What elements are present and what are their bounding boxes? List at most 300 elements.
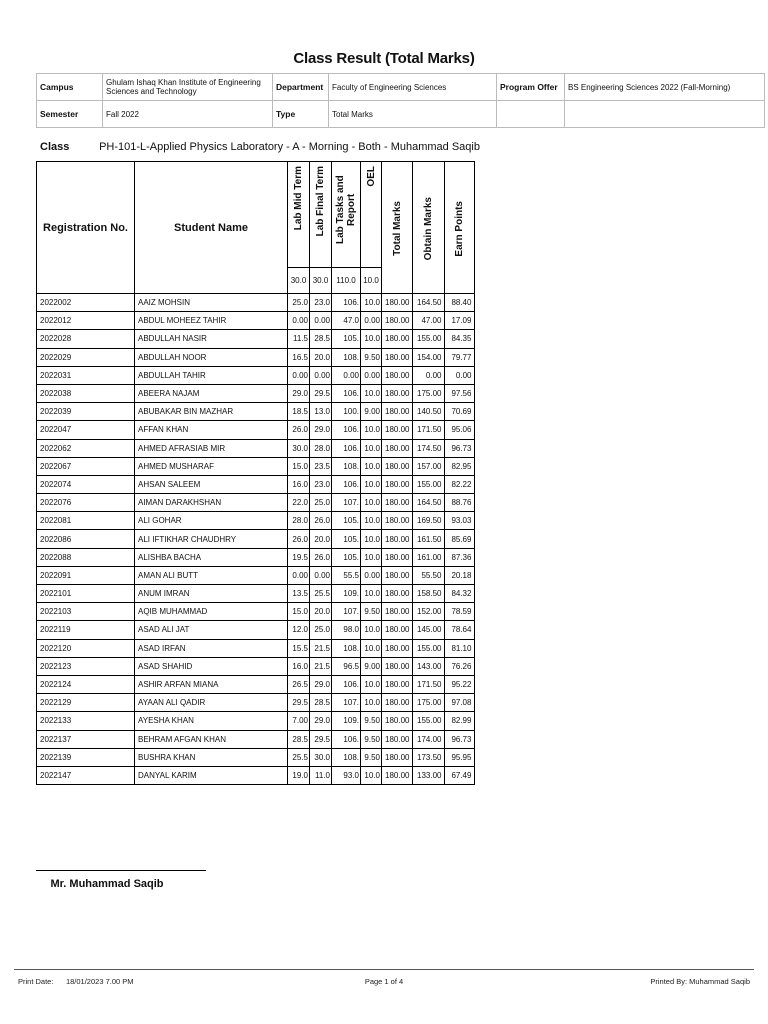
cell-final-term: 29.5: [310, 730, 332, 748]
cell-registration-no: 2022028: [37, 330, 135, 348]
cell-registration-no: 2022067: [37, 457, 135, 475]
col-header-tasks-text: Lab Tasks and Report: [335, 175, 357, 245]
cell-final-term: 20.0: [310, 603, 332, 621]
cell-registration-no: 2022086: [37, 530, 135, 548]
empty-cell: [497, 101, 565, 128]
cell-registration-no: 2022147: [37, 766, 135, 784]
cell-final-term: 29.5: [310, 384, 332, 402]
cell-final-term: 29.0: [310, 675, 332, 693]
cell-tasks-report: 105.: [332, 548, 361, 566]
cell-oel: 10.0: [361, 384, 382, 402]
cell-final-term: 23.0: [310, 294, 332, 312]
cell-mid-term: 19.0: [288, 766, 310, 784]
cell-registration-no: 2022031: [37, 366, 135, 384]
cell-student-name: AHSAN SALEEM: [135, 475, 288, 493]
cell-mid-term: 0.00: [288, 366, 310, 384]
cell-total-marks: 180.00: [382, 675, 413, 693]
cell-obtain-marks: 169.50: [413, 512, 445, 530]
cell-student-name: ABDULLAH TAHIR: [135, 366, 288, 384]
cell-tasks-report: 107.: [332, 603, 361, 621]
table-row: [37, 294, 475, 312]
print-date-value: 18/01/2023 7.00 PM: [65, 977, 134, 986]
cell-oel: 9.50: [361, 348, 382, 366]
cell-total-marks: 180.00: [382, 621, 413, 639]
cell-mid-term: 22.0: [288, 494, 310, 512]
cell-final-term: 20.0: [310, 530, 332, 548]
cell-earn-points: 20.18: [445, 566, 475, 584]
cell-registration-no: 2022012: [37, 312, 135, 330]
cell-total-marks: 180.00: [382, 366, 413, 384]
cell-oel: 10.0: [361, 475, 382, 493]
cell-total-marks: 180.00: [382, 530, 413, 548]
cell-registration-no: 2022039: [37, 403, 135, 421]
cell-student-name: ABUBAKAR BIN MAZHAR: [135, 403, 288, 421]
cell-mid-term: 11.5: [288, 330, 310, 348]
cell-final-term: 26.0: [310, 512, 332, 530]
col-header-total-marks-text: Total Marks: [391, 201, 403, 256]
cell-mid-term: 26.0: [288, 421, 310, 439]
cell-earn-points: 88.76: [445, 494, 475, 512]
page-title: Class Result (Total Marks): [293, 50, 475, 67]
cell-mid-term: 30.0: [288, 439, 310, 457]
cell-final-term: 21.5: [310, 639, 332, 657]
cell-oel: 9.50: [361, 730, 382, 748]
cell-earn-points: 17.09: [445, 312, 475, 330]
cell-obtain-marks: 175.00: [413, 694, 445, 712]
cell-registration-no: 2022088: [37, 548, 135, 566]
table-row: [37, 639, 475, 657]
col-header-registration: Registration No.: [37, 162, 135, 294]
table-row: [37, 348, 475, 366]
table-row: [37, 694, 475, 712]
cell-mid-term: 25.5: [288, 748, 310, 766]
semester-label: Semester: [37, 101, 103, 128]
signature-line: [36, 870, 206, 871]
cell-tasks-report: 108.: [332, 639, 361, 657]
table-row: [37, 730, 475, 748]
cell-student-name: ALI GOHAR: [135, 512, 288, 530]
cell-mid-term: 26.5: [288, 675, 310, 693]
cell-mid-term: 16.5: [288, 348, 310, 366]
cell-tasks-report: 106.: [332, 294, 361, 312]
cell-earn-points: 96.73: [445, 730, 475, 748]
cell-tasks-report: 106.: [332, 439, 361, 457]
cell-oel: 10.0: [361, 548, 382, 566]
cell-mid-term: 19.5: [288, 548, 310, 566]
cell-mid-term: 18.5: [288, 403, 310, 421]
max-tasks: 110.0: [332, 268, 361, 294]
cell-registration-no: 2022081: [37, 512, 135, 530]
cell-obtain-marks: 152.00: [413, 603, 445, 621]
cell-oel: 10.0: [361, 457, 382, 475]
cell-oel: 0.00: [361, 566, 382, 584]
max-oel: 10.0: [361, 268, 382, 294]
cell-student-name: ANUM IMRAN: [135, 585, 288, 603]
cell-mid-term: 15.5: [288, 639, 310, 657]
cell-mid-term: 13.5: [288, 585, 310, 603]
cell-obtain-marks: 145.00: [413, 621, 445, 639]
cell-final-term: 26.0: [310, 548, 332, 566]
cell-total-marks: 180.00: [382, 766, 413, 784]
col-header-final-term: [310, 162, 332, 268]
cell-oel: 10.0: [361, 294, 382, 312]
cell-earn-points: 84.35: [445, 330, 475, 348]
cell-total-marks: 180.00: [382, 512, 413, 530]
cell-oel: 10.0: [361, 330, 382, 348]
table-row: [37, 457, 475, 475]
cell-student-name: ASHIR ARFAN MIANA: [135, 675, 288, 693]
cell-student-name: ABDULLAH NOOR: [135, 348, 288, 366]
table-row: [37, 494, 475, 512]
cell-oel: 10.0: [361, 421, 382, 439]
cell-tasks-report: 108.: [332, 348, 361, 366]
cell-obtain-marks: 154.00: [413, 348, 445, 366]
cell-final-term: 21.5: [310, 657, 332, 675]
cell-final-term: 23.5: [310, 457, 332, 475]
cell-oel: 9.50: [361, 603, 382, 621]
col-header-total-marks: [382, 162, 413, 294]
cell-earn-points: 97.08: [445, 694, 475, 712]
cell-obtain-marks: 155.00: [413, 330, 445, 348]
cell-registration-no: 2022074: [37, 475, 135, 493]
cell-earn-points: 78.59: [445, 603, 475, 621]
cell-obtain-marks: 164.50: [413, 294, 445, 312]
cell-student-name: ALI IFTIKHAR CHAUDHRY: [135, 530, 288, 548]
cell-oel: 10.0: [361, 585, 382, 603]
col-header-student-name: Student Name: [135, 162, 288, 294]
col-header-obtain-marks-text: Obtain Marks: [423, 196, 435, 261]
cell-total-marks: 180.00: [382, 603, 413, 621]
cell-registration-no: 2022139: [37, 748, 135, 766]
cell-earn-points: 76.26: [445, 657, 475, 675]
cell-oel: 9.00: [361, 403, 382, 421]
cell-obtain-marks: 0.00: [413, 366, 445, 384]
cell-earn-points: 93.03: [445, 512, 475, 530]
cell-total-marks: 180.00: [382, 403, 413, 421]
table-row: [37, 675, 475, 693]
cell-earn-points: 87.36: [445, 548, 475, 566]
cell-total-marks: 180.00: [382, 494, 413, 512]
cell-student-name: AIMAN DARAKHSHAN: [135, 494, 288, 512]
cell-earn-points: 88.40: [445, 294, 475, 312]
department-value: Faculty of Engineering Sciences: [329, 74, 497, 101]
cell-final-term: 29.0: [310, 712, 332, 730]
col-header-tasks: [332, 162, 361, 268]
cell-tasks-report: 105.: [332, 512, 361, 530]
cell-tasks-report: 105.: [332, 330, 361, 348]
cell-earn-points: 95.06: [445, 421, 475, 439]
cell-obtain-marks: 157.00: [413, 457, 445, 475]
cell-obtain-marks: 133.00: [413, 766, 445, 784]
cell-obtain-marks: 55.50: [413, 566, 445, 584]
cell-registration-no: 2022029: [37, 348, 135, 366]
cell-obtain-marks: 171.50: [413, 421, 445, 439]
cell-registration-no: 2022047: [37, 421, 135, 439]
cell-obtain-marks: 164.50: [413, 494, 445, 512]
cell-obtain-marks: 173.50: [413, 748, 445, 766]
cell-student-name: ABDULLAH NASIR: [135, 330, 288, 348]
cell-tasks-report: 98.0: [332, 621, 361, 639]
cell-registration-no: 2022101: [37, 585, 135, 603]
cell-total-marks: 180.00: [382, 639, 413, 657]
cell-mid-term: 16.0: [288, 657, 310, 675]
footer-printed-by: Printed By: Muhammad Saqib: [650, 977, 750, 986]
table-row: [37, 330, 475, 348]
cell-mid-term: 12.0: [288, 621, 310, 639]
cell-oel: 10.0: [361, 439, 382, 457]
cell-registration-no: 2022002: [37, 294, 135, 312]
cell-student-name: AAIZ MOHSIN: [135, 294, 288, 312]
table-row: [37, 766, 475, 784]
cell-student-name: AMAN ALI BUTT: [135, 566, 288, 584]
cell-oel: 10.0: [361, 675, 382, 693]
cell-oel: 10.0: [361, 694, 382, 712]
cell-student-name: AQIB MUHAMMAD: [135, 603, 288, 621]
cell-mid-term: 28.5: [288, 730, 310, 748]
col-header-oel-text: OEL: [365, 166, 377, 187]
empty-cell: [565, 101, 765, 128]
cell-earn-points: 81.10: [445, 639, 475, 657]
cell-oel: 0.00: [361, 366, 382, 384]
cell-tasks-report: 55.5: [332, 566, 361, 584]
cell-obtain-marks: 171.50: [413, 675, 445, 693]
cell-final-term: 0.00: [310, 366, 332, 384]
cell-student-name: ASAD SHAHID: [135, 657, 288, 675]
cell-earn-points: 82.95: [445, 457, 475, 475]
program-label: Program Offer: [497, 74, 565, 101]
class-label: Class: [40, 141, 70, 153]
cell-obtain-marks: 47.00: [413, 312, 445, 330]
cell-oel: 10.0: [361, 512, 382, 530]
cell-mid-term: 28.0: [288, 512, 310, 530]
cell-tasks-report: 107.: [332, 694, 361, 712]
table-row: [37, 603, 475, 621]
cell-obtain-marks: 161.50: [413, 530, 445, 548]
cell-final-term: 25.0: [310, 494, 332, 512]
cell-obtain-marks: 175.00: [413, 384, 445, 402]
cell-tasks-report: 96.5: [332, 657, 361, 675]
cell-tasks-report: 107.: [332, 494, 361, 512]
cell-earn-points: 0.00: [445, 366, 475, 384]
max-mid: 30.0: [288, 268, 310, 294]
col-header-obtain-marks: [413, 162, 445, 294]
cell-total-marks: 180.00: [382, 585, 413, 603]
cell-tasks-report: 93.0: [332, 766, 361, 784]
cell-oel: 10.0: [361, 621, 382, 639]
cell-registration-no: 2022120: [37, 639, 135, 657]
cell-total-marks: 180.00: [382, 657, 413, 675]
cell-earn-points: 95.22: [445, 675, 475, 693]
cell-student-name: ABEERA NAJAM: [135, 384, 288, 402]
cell-tasks-report: 109.: [332, 585, 361, 603]
cell-total-marks: 180.00: [382, 548, 413, 566]
cell-final-term: 13.0: [310, 403, 332, 421]
cell-oel: 9.00: [361, 657, 382, 675]
cell-total-marks: 180.00: [382, 748, 413, 766]
cell-obtain-marks: 158.50: [413, 585, 445, 603]
col-header-earn-points: [445, 162, 475, 294]
cell-total-marks: 180.00: [382, 694, 413, 712]
signature-name: Mr. Muhammad Saqib: [50, 878, 164, 890]
cell-mid-term: 0.00: [288, 566, 310, 584]
cell-obtain-marks: 140.50: [413, 403, 445, 421]
cell-total-marks: 180.00: [382, 712, 413, 730]
cell-final-term: 25.5: [310, 585, 332, 603]
cell-student-name: DANYAL KARIM: [135, 766, 288, 784]
cell-registration-no: 2022124: [37, 675, 135, 693]
cell-earn-points: 96.73: [445, 439, 475, 457]
cell-final-term: 29.0: [310, 421, 332, 439]
cell-final-term: 11.0: [310, 766, 332, 784]
cell-tasks-report: 106.: [332, 675, 361, 693]
cell-final-term: 0.00: [310, 566, 332, 584]
cell-earn-points: 84.32: [445, 585, 475, 603]
table-row: [37, 585, 475, 603]
cell-tasks-report: 105.: [332, 530, 361, 548]
cell-earn-points: 82.99: [445, 712, 475, 730]
table-row: [37, 512, 475, 530]
program-value: BS Engineering Sciences 2022 (Fall-Morning): [565, 74, 765, 101]
cell-mid-term: 29.5: [288, 694, 310, 712]
cell-tasks-report: 100.: [332, 403, 361, 421]
cell-final-term: 0.00: [310, 312, 332, 330]
cell-tasks-report: 0.00: [332, 366, 361, 384]
cell-student-name: ALISHBA BACHA: [135, 548, 288, 566]
cell-tasks-report: 109.: [332, 712, 361, 730]
cell-mid-term: 15.0: [288, 457, 310, 475]
cell-earn-points: 78.64: [445, 621, 475, 639]
class-value: PH-101-L-Applied Physics Laboratory - A - Morning - Both - Muhammad Saqib: [99, 141, 480, 153]
cell-student-name: BUSHRA KHAN: [135, 748, 288, 766]
cell-total-marks: 180.00: [382, 421, 413, 439]
cell-obtain-marks: 174.50: [413, 439, 445, 457]
cell-oel: 0.00: [361, 312, 382, 330]
table-row: [37, 366, 475, 384]
cell-total-marks: 180.00: [382, 457, 413, 475]
cell-final-term: 20.0: [310, 348, 332, 366]
cell-student-name: ASAD ALI JAT: [135, 621, 288, 639]
table-row: [37, 621, 475, 639]
cell-obtain-marks: 155.00: [413, 712, 445, 730]
cell-student-name: BEHRAM AFGAN KHAN: [135, 730, 288, 748]
class-line: [40, 141, 480, 153]
cell-registration-no: 2022091: [37, 566, 135, 584]
cell-total-marks: 180.00: [382, 330, 413, 348]
cell-registration-no: 2022129: [37, 694, 135, 712]
print-date-label: Print Date:: [18, 977, 54, 986]
cell-tasks-report: 108.: [332, 457, 361, 475]
cell-oel: 10.0: [361, 639, 382, 657]
cell-earn-points: 85.69: [445, 530, 475, 548]
table-row: [37, 712, 475, 730]
col-header-mid-term-text: Lab Mid Term: [293, 166, 304, 231]
footer-page-number: Page 1 of 4: [364, 977, 404, 986]
cell-earn-points: 95.95: [445, 748, 475, 766]
cell-registration-no: 2022133: [37, 712, 135, 730]
cell-registration-no: 2022123: [37, 657, 135, 675]
cell-final-term: 28.0: [310, 439, 332, 457]
cell-earn-points: 70.69: [445, 403, 475, 421]
cell-registration-no: 2022119: [37, 621, 135, 639]
cell-total-marks: 180.00: [382, 294, 413, 312]
cell-mid-term: 16.0: [288, 475, 310, 493]
cell-total-marks: 180.00: [382, 312, 413, 330]
cell-registration-no: 2022062: [37, 439, 135, 457]
cell-tasks-report: 47.0: [332, 312, 361, 330]
cell-obtain-marks: 155.00: [413, 639, 445, 657]
cell-student-name: ASAD IRFAN: [135, 639, 288, 657]
cell-mid-term: 26.0: [288, 530, 310, 548]
cell-total-marks: 180.00: [382, 475, 413, 493]
cell-registration-no: 2022103: [37, 603, 135, 621]
cell-tasks-report: 108.: [332, 748, 361, 766]
cell-oel: 10.0: [361, 766, 382, 784]
semester-value: Fall 2022: [103, 101, 273, 128]
cell-total-marks: 180.00: [382, 384, 413, 402]
table-row: [37, 548, 475, 566]
cell-mid-term: 29.0: [288, 384, 310, 402]
cell-registration-no: 2022137: [37, 730, 135, 748]
cell-student-name: AYESHA KHAN: [135, 712, 288, 730]
cell-registration-no: 2022038: [37, 384, 135, 402]
cell-final-term: 28.5: [310, 330, 332, 348]
cell-oel: 9.50: [361, 712, 382, 730]
table-row: [37, 384, 475, 402]
col-header-final-term-text: Lab Final Term: [315, 166, 326, 237]
col-header-oel: [361, 162, 382, 268]
cell-obtain-marks: 143.00: [413, 657, 445, 675]
cell-obtain-marks: 161.00: [413, 548, 445, 566]
table-row: [37, 312, 475, 330]
info-table: [36, 73, 765, 128]
cell-mid-term: 15.0: [288, 603, 310, 621]
col-header-earn-points-text: Earn Points: [454, 200, 466, 257]
table-row: [37, 475, 475, 493]
cell-registration-no: 2022076: [37, 494, 135, 512]
cell-final-term: 23.0: [310, 475, 332, 493]
cell-mid-term: 25.0: [288, 294, 310, 312]
campus-value: Ghulam Ishaq Khan Institute of Engineering Sciences and Technology: [103, 74, 273, 101]
cell-earn-points: 67.49: [445, 766, 475, 784]
cell-oel: 10.0: [361, 494, 382, 512]
table-row: [37, 403, 475, 421]
max-final: 30.0: [310, 268, 332, 294]
table-row: [37, 439, 475, 457]
department-label: Department: [273, 74, 329, 101]
cell-total-marks: 180.00: [382, 730, 413, 748]
cell-obtain-marks: 155.00: [413, 475, 445, 493]
table-row: [37, 530, 475, 548]
cell-earn-points: 79.77: [445, 348, 475, 366]
cell-student-name: AHMED AFRASIAB MIR: [135, 439, 288, 457]
cell-earn-points: 97.56: [445, 384, 475, 402]
table-row: [37, 748, 475, 766]
table-row: [37, 421, 475, 439]
cell-student-name: AFFAN KHAN: [135, 421, 288, 439]
cell-final-term: 25.0: [310, 621, 332, 639]
cell-mid-term: 0.00: [288, 312, 310, 330]
cell-tasks-report: 106.: [332, 475, 361, 493]
table-row: [37, 657, 475, 675]
result-table: [36, 161, 475, 785]
cell-obtain-marks: 174.00: [413, 730, 445, 748]
cell-oel: 10.0: [361, 530, 382, 548]
cell-earn-points: 82.22: [445, 475, 475, 493]
type-label: Type: [273, 101, 329, 128]
cell-oel: 9.50: [361, 748, 382, 766]
type-value: Total Marks: [329, 101, 497, 128]
col-header-mid-term: [288, 162, 310, 268]
